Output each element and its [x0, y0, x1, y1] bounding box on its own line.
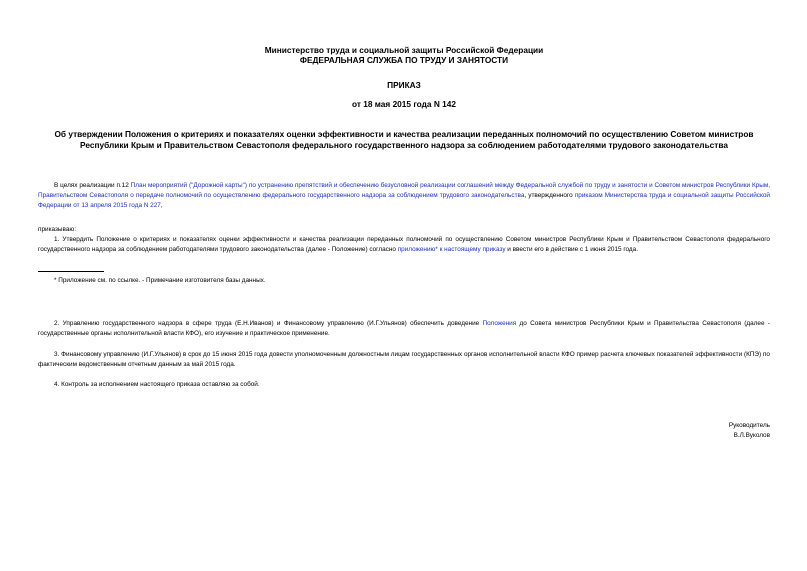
appendix-link[interactable]: приложению* к настоящему приказу: [397, 245, 506, 253]
document-title: Об утверждении Положения о критериях и показателях оценки эффективности и качества реализации переданных полномочий по осуществлению Советом министров Республики Крым и Правительством Севастополя федерального государственного надзора за соблюдением работодателями трудового законодательства: [54, 129, 754, 150]
item-3-paragraph: 3. Финансовому управлению (И.Г.Ульянов) в срок до 15 июня 2015 года довести уполномоченным должностным лицам государственных органов исполнительной власти КФО пример расчета ключевых показателей эффективности (КПЭ) по фактическим ведомственным отчетным данным за май 2015 года.: [38, 351, 770, 368]
document-type: ПРИКАЗ: [387, 80, 421, 90]
item-4-paragraph: 4. Контроль за исполнением настоящего приказа оставляю за собой.: [54, 381, 260, 388]
item-1-text-1: 1. Утвердить Положение о критериях и показателях оценки эффективности и качества реализации переданных полномочий по осуществлению Советом министров Республики Крым и Правительством Севастополя федерального государственного надзора за соблюдением работодателями трудового законодательства (далее - Положение) согласно: [38, 236, 770, 253]
regulation-link[interactable]: Положения: [482, 320, 517, 327]
ministry-order-link[interactable]: приказом Министерства труда и социальной защиты Российской Федерации от 13 апреля 2015 года N 227: [38, 191, 770, 209]
preamble-paragraph: [38, 181, 770, 210]
footnote-separator: [38, 271, 104, 272]
signature-position: Руководитель: [728, 422, 770, 429]
item-2-text-2: до Совета министров Республики Крым и Правительства Севастополя (далее - государственные органы исполнительной власти КФО), его изучение и практическое применение.: [38, 320, 770, 337]
preamble-text-3: ,: [160, 201, 163, 209]
order-word: приказываю:: [38, 226, 76, 233]
ministry-name: Министерство труда и социальной защиты Российской Федерации: [264, 45, 544, 55]
footnote: * Приложение см. по ссылке. - Примечание изготовителя базы данных.: [54, 277, 266, 284]
item-1-paragraph: [38, 235, 770, 255]
item-1-text-2: и ввести его в действие с 1 июня 2015 года.: [505, 245, 638, 253]
preamble-text-1: В целях реализации п.12: [54, 182, 131, 189]
document-date-number: от 18 мая 2015 года N 142: [352, 99, 456, 109]
service-name: ФЕДЕРАЛЬНАЯ СЛУЖБА ПО ТРУДУ И ЗАНЯТОСТИ: [299, 55, 509, 65]
document-page: [38, 0, 770, 571]
item-2-paragraph: [38, 319, 770, 339]
roadmap-link[interactable]: План мероприятий ("Дорожной карты") по устранению препятствий и обеспечению безусловной реализации соглашений между Федеральной службой по труду и занятости и Советом министров Республики Крым, Правительством Севастополя о передаче полномочий по осуществлению федерального государственного надзора за соблюдением трудового законодательства: [38, 182, 770, 199]
preamble-text-2: , утвержденного: [524, 191, 575, 199]
item-2-text-1: 2. Управлению государственного надзора в сфере труда (Е.Н.Иванов) и Финансовому управлению (И.Г.Ульянов) обеспечить доведение: [54, 320, 483, 327]
signature-name: В.Л.Вуколов: [733, 432, 770, 439]
